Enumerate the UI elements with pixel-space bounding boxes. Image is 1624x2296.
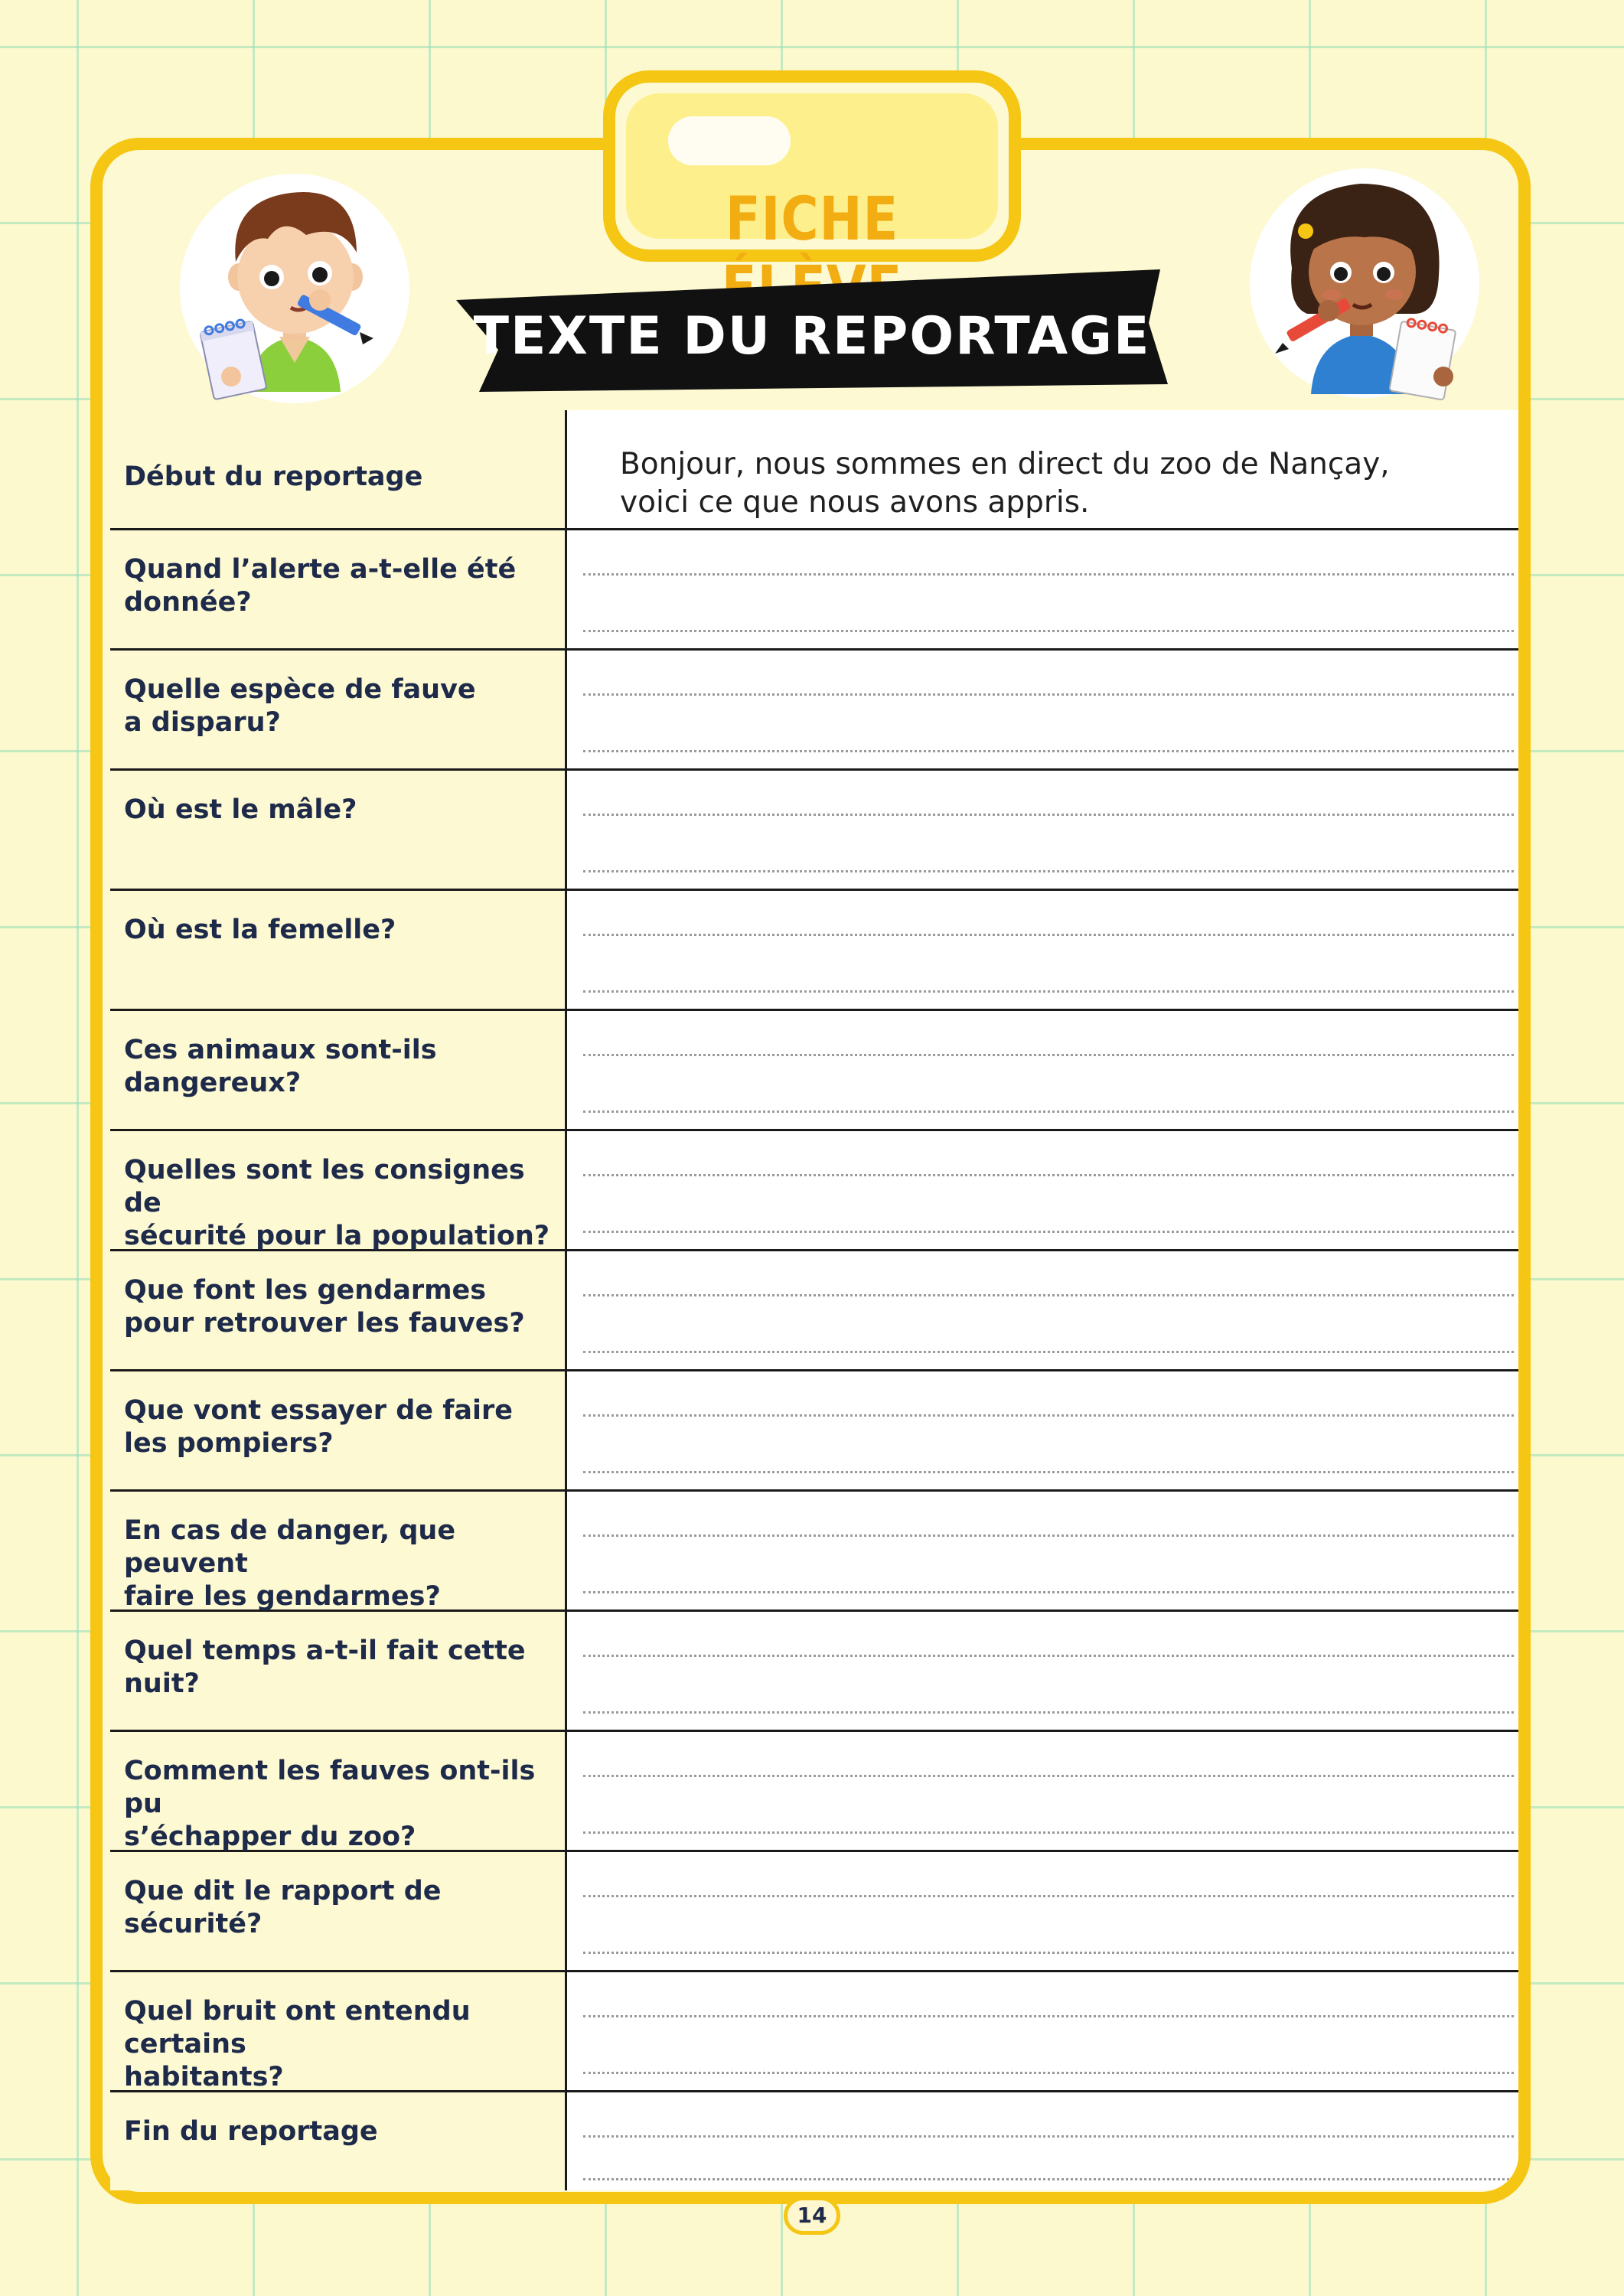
table-row <box>110 651 1518 771</box>
table-row <box>110 410 1518 530</box>
answer-field[interactable] <box>566 1972 1518 2090</box>
dotted-line <box>583 1471 1514 1473</box>
table-row <box>110 1972 1518 2092</box>
dotted-line <box>583 693 1514 696</box>
question-label: Quel bruit ont entendu certains habitants? <box>110 1972 565 2090</box>
answer-field[interactable] <box>566 1492 1518 1609</box>
question-label: Quand l’alerte a-t-elle été donnée? <box>110 530 565 648</box>
answer-field[interactable] <box>566 530 1518 648</box>
report-table <box>110 410 1518 2190</box>
answer-field[interactable] <box>566 1011 1518 1129</box>
dotted-line <box>583 1711 1514 1714</box>
answer-field[interactable] <box>566 651 1518 768</box>
question-label: Quelles sont les consignes de sécurité pour la population? <box>110 1131 565 1249</box>
table-row <box>110 891 1518 1011</box>
dotted-line <box>583 630 1514 632</box>
dotted-line <box>583 1534 1514 1537</box>
table-row <box>110 2092 1518 2190</box>
answer-field[interactable] <box>566 410 1518 528</box>
question-label: Quel temps a-t-il fait cette nuit? <box>110 1612 565 1730</box>
dotted-line <box>583 573 1514 576</box>
table-row <box>110 771 1518 891</box>
dotted-line <box>583 1231 1514 1233</box>
table-row <box>110 530 1518 651</box>
dotted-line <box>583 934 1514 936</box>
banner-title: TEXTE DU REPORTAGE <box>473 306 1151 367</box>
question-label: Comment les fauves ont-ils pu s’échapper du zoo? <box>110 1732 565 1850</box>
dotted-line <box>583 1351 1514 1353</box>
question-label: Quelle espèce de fauve a disparu? <box>110 651 565 768</box>
dotted-line <box>583 1655 1514 1657</box>
column-divider <box>565 410 567 2190</box>
question-label: Fin du reportage <box>110 2092 565 2190</box>
dotted-line <box>583 2015 1514 2017</box>
dotted-line <box>583 1591 1514 1593</box>
girl-reporter-icon <box>1238 161 1483 413</box>
dotted-line <box>583 2135 1514 2138</box>
table-row <box>110 1011 1518 1131</box>
question-label: Où est la femelle? <box>110 891 565 1009</box>
answer-field[interactable] <box>566 1371 1518 1489</box>
dotted-line <box>583 1294 1514 1296</box>
dotted-line <box>583 1174 1514 1176</box>
question-label: Que dit le rapport de sécurité? <box>110 1852 565 1970</box>
question-label: Que vont essayer de faire les pompiers? <box>110 1371 565 1489</box>
dotted-line <box>583 1895 1514 1897</box>
table-row <box>110 1251 1518 1371</box>
header-tab <box>603 70 1021 262</box>
tab-title: FICHE <box>725 185 899 254</box>
page-number: 14 <box>784 2197 840 2235</box>
table-row <box>110 1612 1518 1732</box>
answer-field[interactable] <box>566 1612 1518 1730</box>
dotted-line <box>583 1110 1514 1113</box>
tab-highlight <box>668 116 791 165</box>
dotted-line <box>583 2072 1514 2074</box>
dotted-line <box>583 750 1514 752</box>
answer-field[interactable] <box>566 1131 1518 1249</box>
answer-field[interactable] <box>566 771 1518 889</box>
table-row <box>110 1852 1518 1972</box>
table-row <box>110 1492 1518 1612</box>
answer-field[interactable] <box>566 2092 1518 2190</box>
dotted-line <box>583 1414 1514 1417</box>
dotted-line <box>583 1831 1514 1834</box>
answer-text: Bonjour, nous sommes en direct du zoo de Nançay, voici ce que nous avons appris. <box>620 447 1390 520</box>
question-label: En cas de danger, que peuvent faire les gendarmes? <box>110 1492 565 1609</box>
title-banner <box>456 269 1168 392</box>
table-row <box>110 1732 1518 1852</box>
question-label: Ces animaux sont-ils dangereux? <box>110 1011 565 1129</box>
dotted-line <box>583 814 1514 816</box>
dotted-line <box>583 1054 1514 1056</box>
question-label: Que font les gendarmes pour retrouver les fauves? <box>110 1251 565 1369</box>
answer-field[interactable] <box>566 1732 1518 1850</box>
dotted-line <box>583 990 1514 993</box>
question-label: Début du reportage <box>110 410 565 528</box>
answer-field[interactable] <box>566 1251 1518 1369</box>
table-row <box>110 1371 1518 1492</box>
dotted-line <box>583 1952 1514 1954</box>
table-row <box>110 1131 1518 1251</box>
answer-field[interactable] <box>566 891 1518 1009</box>
dotted-line <box>583 1775 1514 1777</box>
dotted-line <box>583 870 1514 872</box>
question-label: Où est le mâle? <box>110 771 565 889</box>
dotted-line <box>583 2178 1514 2180</box>
answer-field[interactable] <box>566 1852 1518 1970</box>
header-tab-fill <box>626 93 998 254</box>
boy-reporter-icon <box>176 162 413 415</box>
